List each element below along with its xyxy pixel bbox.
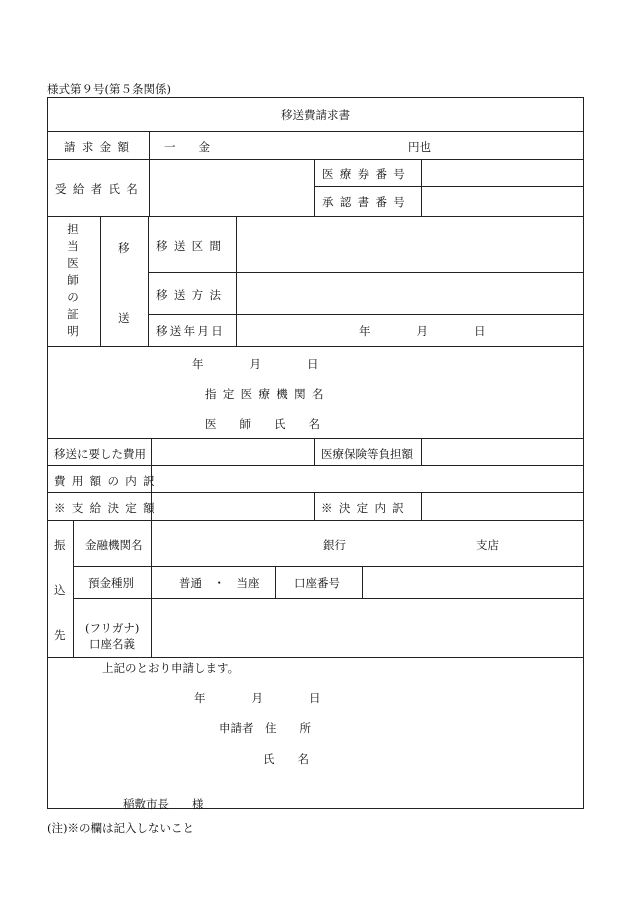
deposit-type-label: 預金種別 <box>88 576 134 590</box>
transfer-section-label: 移送区間 <box>156 239 228 253</box>
rule <box>47 346 584 347</box>
rule <box>148 216 149 346</box>
rule <box>73 566 584 567</box>
rule <box>314 492 315 520</box>
rule <box>275 566 276 598</box>
rule <box>100 216 101 346</box>
transfer-label-char-1: 振 <box>54 538 66 552</box>
rule <box>148 314 584 315</box>
form-number: 様式第９号(第５条関係) <box>47 82 171 96</box>
financial-institution-label: 金融機関名 <box>85 538 143 552</box>
required-cost-label: 移送に要した費用 <box>54 447 146 461</box>
insurance-label: 医療保険等負担額 <box>321 447 413 461</box>
decided-amount-label: ※支給決定額 <box>54 501 161 515</box>
rule <box>148 272 584 273</box>
addressee: 稲敷市長 様 <box>123 797 204 811</box>
rule <box>73 520 74 657</box>
rule <box>47 216 584 217</box>
account-name-label: 口座名義 <box>89 637 135 651</box>
medical-ticket-label: 医療券番号 <box>322 167 412 181</box>
transfer-date-label: 移送年月日 <box>156 324 225 338</box>
transfer-method-label: 移送方法 <box>156 288 228 302</box>
breakdown-label: 費用額の内訳 <box>54 474 161 488</box>
amount-unit: 円也 <box>408 140 431 154</box>
application-date: 年 月 日 <box>194 691 321 705</box>
recipient-name-label: 受給者氏名 <box>55 182 145 196</box>
rule <box>314 186 584 187</box>
rule <box>47 492 584 493</box>
rule <box>47 159 584 160</box>
amount-label: 請求金額 <box>64 140 136 154</box>
transfer-label-bottom: 送 <box>118 311 130 325</box>
rule <box>47 438 584 439</box>
approval-number-label: 承認書番号 <box>322 195 412 209</box>
rule <box>314 159 315 216</box>
furigana-label: (フリガナ) <box>85 621 140 635</box>
rule <box>236 216 237 346</box>
rule <box>151 520 152 657</box>
rule <box>73 598 584 599</box>
rule <box>314 438 315 465</box>
applicant-name-label: 氏 名 <box>263 752 309 766</box>
rule <box>47 465 584 466</box>
transfer-label-char-2: 込 <box>54 583 66 597</box>
application-statement: 上記のとおり申請します。 <box>102 661 240 675</box>
account-number-label: 口座番号 <box>294 576 340 590</box>
branch-suffix: 支店 <box>476 538 499 552</box>
footnote: (注)※の欄は記入しないこと <box>47 821 194 835</box>
cert-date: 年 月 日 <box>192 357 319 371</box>
decision-detail-label: ※決定内訳 <box>321 501 411 515</box>
deposit-options: 普通 ・ 当座 <box>179 576 260 590</box>
transfer-label-char-3: 先 <box>54 628 66 642</box>
physician-cert-label: 担当医師の証明 <box>67 222 79 338</box>
transfer-date-value: 年 月 日 <box>359 324 486 338</box>
amount-prefix: 一 金 <box>164 140 210 154</box>
rule <box>421 438 422 465</box>
rule <box>362 566 363 598</box>
form-title: 移送費請求書 <box>281 108 350 122</box>
rule <box>421 159 422 216</box>
transfer-label-top: 移 <box>118 241 130 255</box>
institution-label: 指定医療機関名 <box>205 387 330 401</box>
rule <box>47 657 584 658</box>
bank-suffix: 銀行 <box>323 538 346 552</box>
applicant-address-label: 申請者 住 所 <box>219 721 311 735</box>
doctor-name-label: 医 師 氏 名 <box>205 417 320 431</box>
rule <box>47 131 584 132</box>
rule <box>149 131 150 216</box>
rule <box>47 520 584 521</box>
rule <box>421 492 422 520</box>
